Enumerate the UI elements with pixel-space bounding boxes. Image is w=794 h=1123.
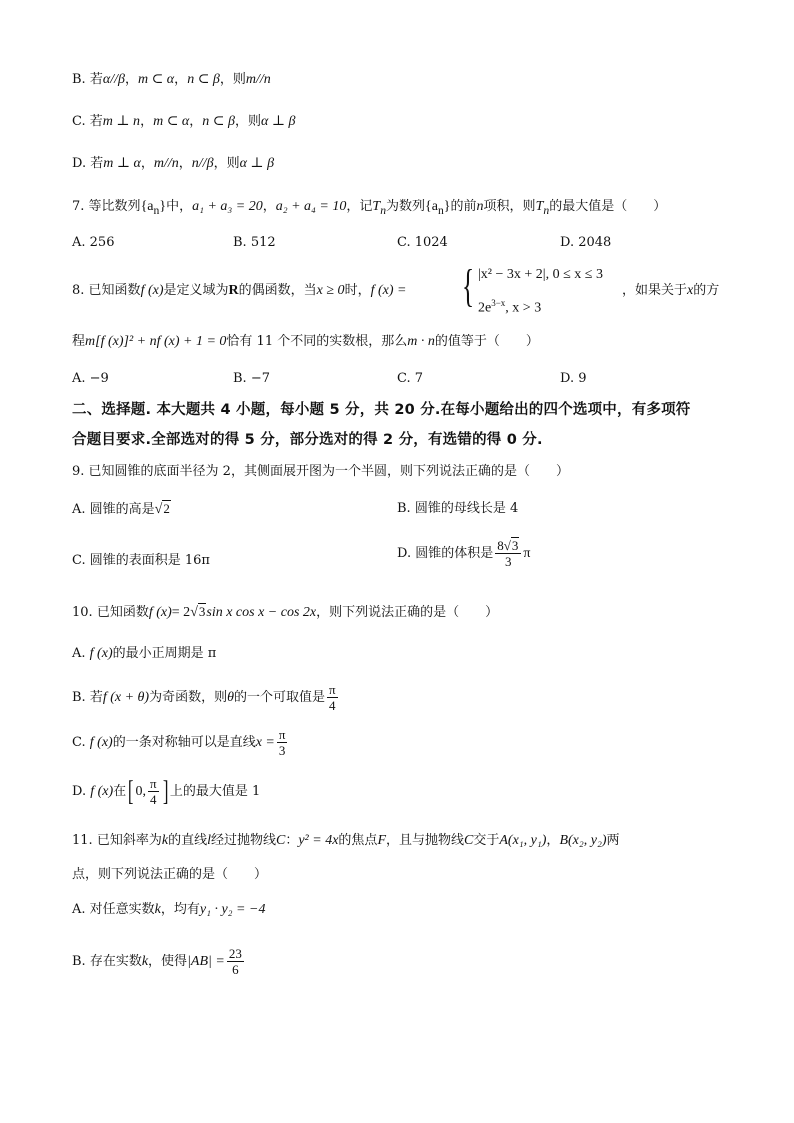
Tn: $T_n$ (372, 199, 387, 217)
text: ，则 (235, 114, 262, 129)
q10-option-a: A. f (x)的最小正周期是 π (72, 646, 217, 661)
text: ， (124, 72, 138, 87)
option-label: C. (72, 114, 86, 129)
q9-option-c: C. 圆锥的表面积是 16π (72, 553, 210, 568)
q10-stem: 10. 已知函数f (x)= 2√3sin x cos x − cos 2x，则下列说法正确的是（ ） (72, 604, 499, 620)
fraction: $\frac{8√3}{3}$ (495, 538, 521, 569)
q8-option-b: B. −7 (233, 371, 270, 386)
math: n ⊂ β (187, 72, 220, 87)
q9-option-d: D. 圆锥的体积是 $\frac{8√3}{3}$ π (397, 538, 531, 569)
q8-option-d: D. 9 (560, 371, 587, 386)
question-number: 10. (72, 605, 93, 620)
q11-stem-line1: 11. 已知斜率为k的直线l经过抛物线C：y² = 4x的焦点F，且与抛物线C交于A(x₁, y₁)，B(x₂, y₂)两 (72, 833, 620, 848)
text: ， (140, 114, 154, 129)
q11-option-b: B. 存在实数k，使得|AB| = $\frac{23}{6}$ (72, 946, 242, 977)
math: α//β (102, 72, 125, 87)
math: n ⊂ β (202, 114, 235, 129)
math: a₂ + a₄ = 10 (275, 199, 347, 214)
q7-option-b: B. 512 (233, 235, 276, 250)
math: m ⊂ α (153, 114, 190, 129)
text: ， (174, 72, 188, 87)
q6-option-d (72, 155, 274, 173)
q11-stem-line2: 点，则下列说法正确的是（ ） (72, 867, 268, 882)
text: ， (189, 114, 203, 129)
q8-stem-line1-tail: ，如果关于x的方 (622, 283, 720, 298)
math: α ⊥ β (239, 156, 275, 171)
q8-case2: $2e^{3-x}$, x > 3 (478, 298, 542, 316)
question-number: 11. (72, 833, 93, 848)
math: m//n (245, 72, 271, 87)
text: 若 (89, 114, 103, 129)
text: ，则 (213, 156, 240, 171)
option-label: B. (72, 72, 86, 87)
q11-option-a: A. 对任意实数k，均有y₁ · y₂ = −4 (72, 902, 266, 917)
q8-case1: |x² − 3x + 2|, 0 ≤ x ≤ 3 (478, 267, 603, 282)
q9-option-b: B. 圆锥的母线长是 4 (397, 501, 519, 516)
math: m//n (153, 156, 179, 171)
question-number: 7. (72, 199, 85, 214)
q6-option-c (72, 113, 296, 131)
q10-option-c: C. f (x)的一条对称轴可以是直线x = $\frac{\pi}{3}$ (72, 727, 286, 758)
text: ， (140, 156, 154, 171)
text: ， (178, 156, 192, 171)
math: m ⊥ n (102, 114, 141, 129)
q10-option-d: D. f (x)在[ 0, $\frac{\pi}{4}$ ] 上的最大值是 1 (72, 775, 261, 807)
q8-stem-line2: 程m[f (x)]² + nf (x) + 1 = 0恰有 11 个不同的实数根，那么m · n的值等于（ ） (72, 334, 539, 349)
math: m ⊥ α (103, 156, 141, 171)
q7-option-c: C. 1024 (397, 235, 448, 250)
math: m ⊂ α (137, 72, 175, 87)
text: 若 (89, 72, 103, 87)
seq-braces: $\{a_n\}$ (140, 199, 167, 217)
piecewise-brace: { (462, 260, 475, 311)
text: ，则 (219, 72, 246, 87)
math: α ⊥ β (261, 114, 296, 129)
section-heading-line1: 二、选择题. 本大题共 4 小题，每小题 5 分，共 20 分.在每小题给出的四个选项中，有多项符 (72, 402, 691, 418)
q7-option-a: A. 256 (72, 235, 115, 250)
q10-option-b: B. 若f (x + θ)为奇函数，则θ的一个可取值是 $\frac{\pi}{4}$ (72, 682, 336, 713)
question-number: 8. (72, 283, 85, 298)
math: n//β (191, 156, 214, 171)
text: 若 (90, 156, 104, 171)
q8-option-a: A. −9 (72, 371, 109, 386)
q8-stem-line1: 8. 已知函数f (x)是定义域为R的偶函数，当x ≥ 0时，f (x) = (72, 283, 407, 298)
q9-stem: 9. 已知圆锥的底面半径为 2，其侧面展开图为一个半圆，则下列说法正确的是（ ） (72, 464, 569, 479)
q8-option-c: C. 7 (397, 371, 424, 386)
q7-option-d: D. 2048 (560, 235, 612, 250)
q9-option-a: A. 圆锥的高是√2 (72, 501, 170, 517)
q7-stem: 7. 等比数列$\{a_n\}$中，a₁ + a₃ = 20，a₂ + a₄ = 10，记$T_n$为数列$\{a_n\}$的前n项积，则$T_n$的最大值是（ ） (72, 199, 667, 217)
q6-option-b (72, 71, 271, 89)
math: a₁ + a₃ = 20 (192, 199, 263, 214)
option-label: D. (72, 156, 87, 171)
section-heading-line2: 合题目要求.全部选对的得 5 分，部分选对的得 2 分，有选错的得 0 分. (72, 432, 543, 448)
